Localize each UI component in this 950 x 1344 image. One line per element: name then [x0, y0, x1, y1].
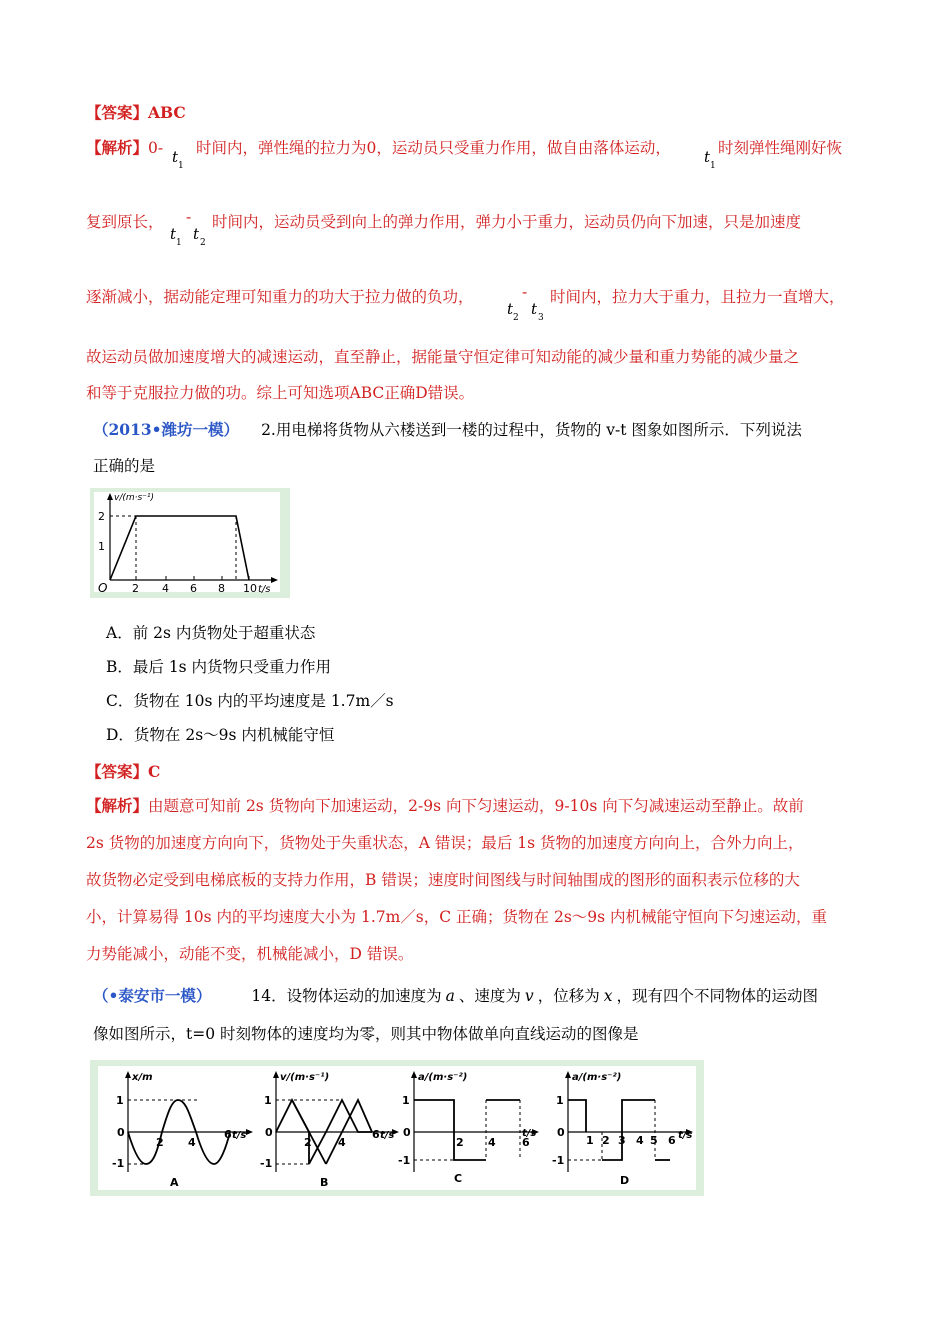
graph-a-ylabel: x/m — [132, 1072, 153, 1083]
q3-stem-line1 — [93, 986, 818, 1006]
vt-xtick-10: 10 — [243, 582, 257, 595]
graph-c-caption: C — [454, 1172, 463, 1185]
q3-stem2: 像如图所示，t=0 时刻物体的速度均为零，则其中物体做单向直线运动的图像是 — [93, 1025, 639, 1043]
q3-sym-a: a — [445, 987, 455, 1005]
t3-symbol: t — [531, 300, 538, 318]
graph-a-tick-neg1: -1 — [112, 1157, 125, 1170]
t1-symbol: t — [170, 225, 177, 243]
q3-stem1-mid2: ，位移为 — [537, 987, 600, 1005]
graph-c-tick-1: 1 — [402, 1094, 410, 1107]
q1-a3-dash: - — [522, 283, 528, 301]
q1-a1-prefix: 0- — [148, 139, 164, 157]
graph-c-tick-4: 4 — [488, 1136, 496, 1149]
t2-symbol: t — [193, 225, 200, 243]
q1-a2-start: 复到原长， — [86, 213, 164, 231]
graph-d-xlabel: t/s — [678, 1130, 693, 1141]
q2-option-d: D．货物在 2s～9s 内机械能守恒 — [106, 726, 335, 744]
t1-subscript: 1 — [710, 161, 716, 171]
vt-xtick-2: 2 — [132, 582, 139, 595]
graph-b-tick-4: 4 — [338, 1136, 346, 1149]
vt-xtick-8: 8 — [218, 582, 225, 595]
q3-stem1-num: 14．设物体运动的加速度为 — [251, 987, 442, 1005]
q1-a4: 故运动员做加速度增大的减速运动，直至静止，据能量守恒定律可知动能的减少量和重力势能的减少量之 — [86, 348, 800, 366]
q2-stem-line1 — [93, 420, 802, 440]
q2-option-b: B．最后 1s 内货物只受重力作用 — [106, 658, 332, 676]
q2-a1: 由题意可知前 2s 货物向下加速运动，2-9s 向下匀速运动，9-10s 向下匀减速运动至静止。故前 — [148, 797, 804, 815]
q3-stem1-mid1: 、速度为 — [458, 987, 521, 1005]
vt-ylabel: v/(m·s⁻¹) — [114, 493, 155, 503]
graph-d-tick-x4: 4 — [636, 1134, 644, 1147]
graph-c-xlabel: t/s — [522, 1128, 537, 1139]
q2-a5: 力势能减小，动能不变，机械能减小，D 错误。 — [86, 945, 414, 963]
graph-a-tick-0: 0 — [117, 1126, 125, 1139]
graph-b-tick-2: 2 — [304, 1136, 312, 1149]
graph-c-tick-neg1: -1 — [398, 1154, 411, 1167]
graph-d-tick-1: 1 — [556, 1094, 564, 1107]
q1-analysis-line1 — [86, 138, 163, 158]
graph-d-ylabel: a/(m·s⁻²) — [572, 1072, 622, 1083]
graph-d-tick-0: 0 — [557, 1126, 565, 1139]
q3-sym-v: v — [524, 987, 534, 1005]
q1-answer: 【答案】ABC — [86, 103, 186, 122]
t3-subscript: 3 — [538, 313, 544, 323]
q2-analysis-tag: 【解析】 — [86, 796, 149, 815]
graph-d-tick-x6: 6 — [668, 1134, 676, 1147]
vt-origin: O — [98, 581, 108, 595]
t2-subscript: 2 — [513, 313, 519, 323]
q2-stem-line2: 正确的是 — [93, 457, 156, 475]
graph-d-tick-x5: 5 — [650, 1134, 658, 1147]
graph-b-ylabel: v/(m·s⁻¹) — [280, 1072, 330, 1083]
graph-b-tick-6: 6 — [372, 1128, 380, 1141]
q1-a1-end: 时刻弹性绳刚好恢 — [718, 139, 843, 157]
q2-a4: 小，计算易得 10s 内的平均速度大小为 1.7m／s，C 正确；货物在 2s～9s 内机械能守恒向下匀速运动，重 — [86, 908, 828, 926]
vt-xtick-4: 4 — [162, 582, 169, 595]
vt-ytick-2: 2 — [98, 510, 105, 523]
q1-a3-start: 逐渐减小，据动能定理可知重力的功大于拉力做的负功， — [86, 288, 474, 306]
q2-option-a: A．前 2s 内货物处于超重状态 — [106, 624, 316, 642]
q2-stem1: 2.用电梯将货物从六楼送到一楼的过程中，货物的 v-t 图象如图所示．下列说法 — [261, 421, 802, 439]
graph-d-tick-neg1: -1 — [552, 1154, 565, 1167]
graph-a-tick-1: 1 — [116, 1094, 124, 1107]
graph-c-tick-2: 2 — [456, 1136, 464, 1149]
t2-symbol: t — [507, 300, 514, 318]
q2-a3: 故货物必定受到电梯底板的支持力作用，B 错误；速度时间图线与时间轴围成的图形的面积表示位移的大 — [86, 871, 800, 889]
q1-a2-dash: - — [186, 208, 192, 226]
q3-source: （•泰安市一模） — [93, 986, 212, 1005]
q2-analysis-line1 — [86, 796, 804, 816]
q3-sym-x: x — [603, 987, 613, 1005]
t1-subscript: 1 — [176, 238, 182, 248]
graphs-strip — [90, 1060, 704, 1196]
t1-symbol: t — [704, 148, 711, 166]
graph-c-ylabel: a/(m·s⁻²) — [418, 1072, 468, 1083]
q1-a2-end: 时间内，运动员受到向上的弹力作用，弹力小于重力，运动员仍向下加速，只是加速度 — [212, 213, 802, 231]
graph-b-xlabel: t/s — [380, 1130, 395, 1141]
graph-a-tick-2: 2 — [156, 1136, 164, 1149]
q1-a1-mid: 时间内，弹性绳的拉力为0，运动员只受重力作用，做自由落体运动， — [196, 139, 671, 157]
vt-graph — [90, 488, 290, 598]
graph-c-tick-0: 0 — [403, 1126, 411, 1139]
t1-subscript: 1 — [178, 161, 184, 171]
q1-a5: 和等于克服拉力做的功。综上可知选项ABC正确D错误。 — [86, 384, 475, 402]
graph-a-tick-6: 6 — [224, 1128, 232, 1141]
graph-d-tick-x1: 1 — [586, 1134, 594, 1147]
graph-d-tick-x3: 3 — [618, 1134, 626, 1147]
q1-a3-end: 时间内，拉力大于重力，且拉力一直增大， — [550, 288, 845, 306]
t2-subscript: 2 — [200, 238, 206, 248]
graph-a-caption: A — [170, 1176, 179, 1189]
q2-answer: 【答案】C — [86, 762, 161, 781]
graph-a-xlabel: t/s — [232, 1130, 247, 1141]
q3-stem1-end: ，现有四个不同物体的运动图 — [616, 987, 818, 1005]
graph-c-tick-6: 6 — [522, 1136, 530, 1149]
graph-b-tick-neg1: -1 — [260, 1157, 273, 1170]
graph-d-caption: D — [620, 1174, 630, 1187]
graph-b-tick-0: 0 — [265, 1126, 273, 1139]
vt-ytick-1: 1 — [98, 540, 105, 553]
t1-symbol: t — [172, 148, 179, 166]
vt-xlabel: t/s — [258, 584, 271, 595]
graph-b-tick-1: 1 — [264, 1094, 272, 1107]
q2-a2: 2s 货物的加速度方向向下，货物处于失重状态，A 错误；最后 1s 货物的加速度方向向上，合外力向上， — [86, 834, 804, 852]
q1-analysis-tag: 【解析】 — [86, 138, 149, 157]
graph-d-tick-x2: 2 — [602, 1134, 610, 1147]
graph-a-tick-4: 4 — [188, 1136, 196, 1149]
q2-source: （2013•潍坊一模） — [93, 420, 240, 439]
graph-b-caption: B — [320, 1176, 329, 1189]
q2-option-c: C．货物在 10s 内的平均速度是 1.7m／s — [106, 692, 394, 710]
vt-xtick-6: 6 — [190, 582, 197, 595]
